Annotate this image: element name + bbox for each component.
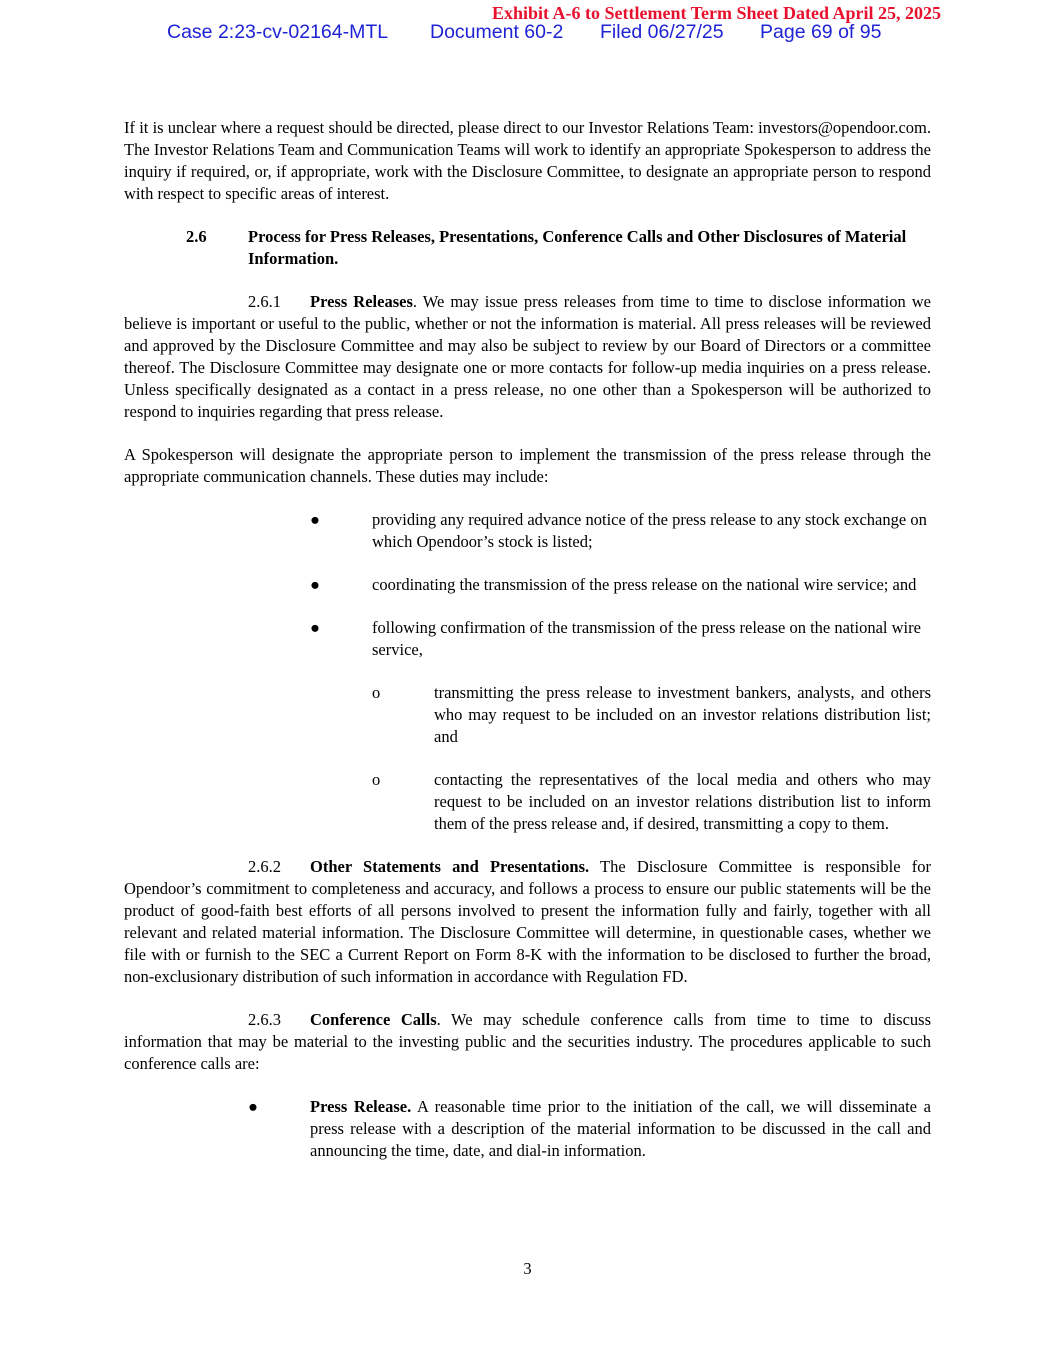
circle-bullet-icon: o [372, 770, 381, 789]
spokesperson-paragraph: A Spokesperson will designate the appropriate person to implement the transmission of the press release through the appropriate communication channels. These duties may include: [124, 445, 931, 486]
sub-list-item-text: transmitting the press release to investment bankers, analysts, and others who may request to be included on an investor relations distribution list; and [434, 683, 931, 746]
list-item-title: Press Release. [310, 1097, 412, 1116]
subsection-number: 2.6.2 [248, 857, 281, 876]
page-number: 3 [523, 1259, 532, 1278]
section-title: Process for Press Releases, Presentations, Conference Calls and Other Disclosures of Material Information. [248, 227, 907, 268]
list-item-text [310, 1096, 931, 1162]
list-item-text: following confirmation of the transmission of the press release on the national wire service, [372, 618, 921, 659]
conference-calls-paragraph [124, 1009, 931, 1075]
section-number: 2.6 [186, 227, 207, 246]
list-item [124, 617, 931, 661]
intro-paragraph: If it is unclear where a request should be directed, please direct to our Investor Relations Team: investors@opendoor.com. The Investor Relations Team and Communication Teams will work to identify an appropriate Spokesperson to address the inquiry if required, or, if appropriate, work with the Disclosure Committee, to designate an appropriate person to respond with respect to specific areas of interest. [124, 118, 931, 203]
subsection-title: Press Releases [310, 292, 413, 311]
list-item [124, 509, 931, 553]
list-item [124, 1096, 931, 1162]
exhibit-stamp: Exhibit A-6 to Settlement Term Sheet Dated April 25, 2025 [492, 3, 941, 23]
subsection-text: . We may issue press releases from time to time to disclose information we believe is important or useful to the public, whether or not the information is material. All press releases will be reviewed and approved by the Disclosure Committee and may also be subject to review by our Board of Directors or a committee thereof. The Disclosure Committee may designate one or more contacts for follow-up media inquiries on a press release. Unless specifically designated as a contact in a press release, no one other than a Spokesperson will be authorized to respond to inquiries regarding that press release. [124, 292, 931, 421]
sub-list-item [124, 682, 931, 748]
case-header [167, 21, 881, 43]
subsection-number: 2.6.3 [248, 1010, 281, 1029]
list-item [124, 574, 931, 596]
bullet-icon: ● [310, 618, 320, 637]
list-item-text: providing any required advance notice of the press release to any stock exchange on which Opendoor’s stock is listed; [372, 510, 927, 551]
subsection-text: The Disclosure Committee is responsible for Opendoor’s commitment to completeness and accuracy, and follows a process to ensure our public statements will be the product of good-faith best efforts of all persons involved to present the information fully and fairly, together with all relevant and related material information. The Disclosure Committee will determine, in questionable cases, whether we file with or furnish to the SEC a Current Report on Form 8-K with the information to be disclosed to further the broad, non-exclusionary distribution of such information in accordance with Regulation FD. [124, 857, 931, 986]
filed-date: Filed 06/27/25 [600, 21, 724, 43]
bullet-icon: ● [248, 1097, 258, 1116]
document-body [124, 117, 931, 1162]
bullet-icon: ● [310, 575, 320, 594]
press-releases-paragraph [124, 291, 931, 423]
statements-paragraph [124, 856, 931, 988]
subsection-number: 2.6.1 [248, 292, 281, 311]
circle-bullet-icon: o [372, 683, 381, 702]
document-number: Document 60-2 [430, 21, 564, 43]
subsection-title: Other Statements and Presentations. [310, 857, 590, 876]
sub-list-item [124, 769, 931, 835]
case-number: Case 2:23-cv-02164-MTL [167, 21, 389, 43]
sub-list-item-text: contacting the representatives of the local media and others who may request to be included on an investor relations distribution list to inform them of the press release and, if desired, transmitting a copy to them. [434, 770, 931, 833]
page-count: Page 69 of 95 [760, 21, 882, 43]
subsection-text: . We may schedule conference calls from time to time to discuss information that may be material to the investing public and the securities industry. The procedures applicable to such conference calls are: [124, 1010, 931, 1073]
list-item-body: A reasonable time prior to the initiation of the call, we will disseminate a press release with a description of the material information to be discussed in the call and announcing the time, date, and dial-in information. [310, 1097, 931, 1160]
list-item-text: coordinating the transmission of the press release on the national wire service; and [372, 575, 917, 594]
bullet-icon: ● [310, 510, 320, 529]
subsection-title: Conference Calls [310, 1010, 437, 1029]
section-heading [124, 226, 931, 270]
